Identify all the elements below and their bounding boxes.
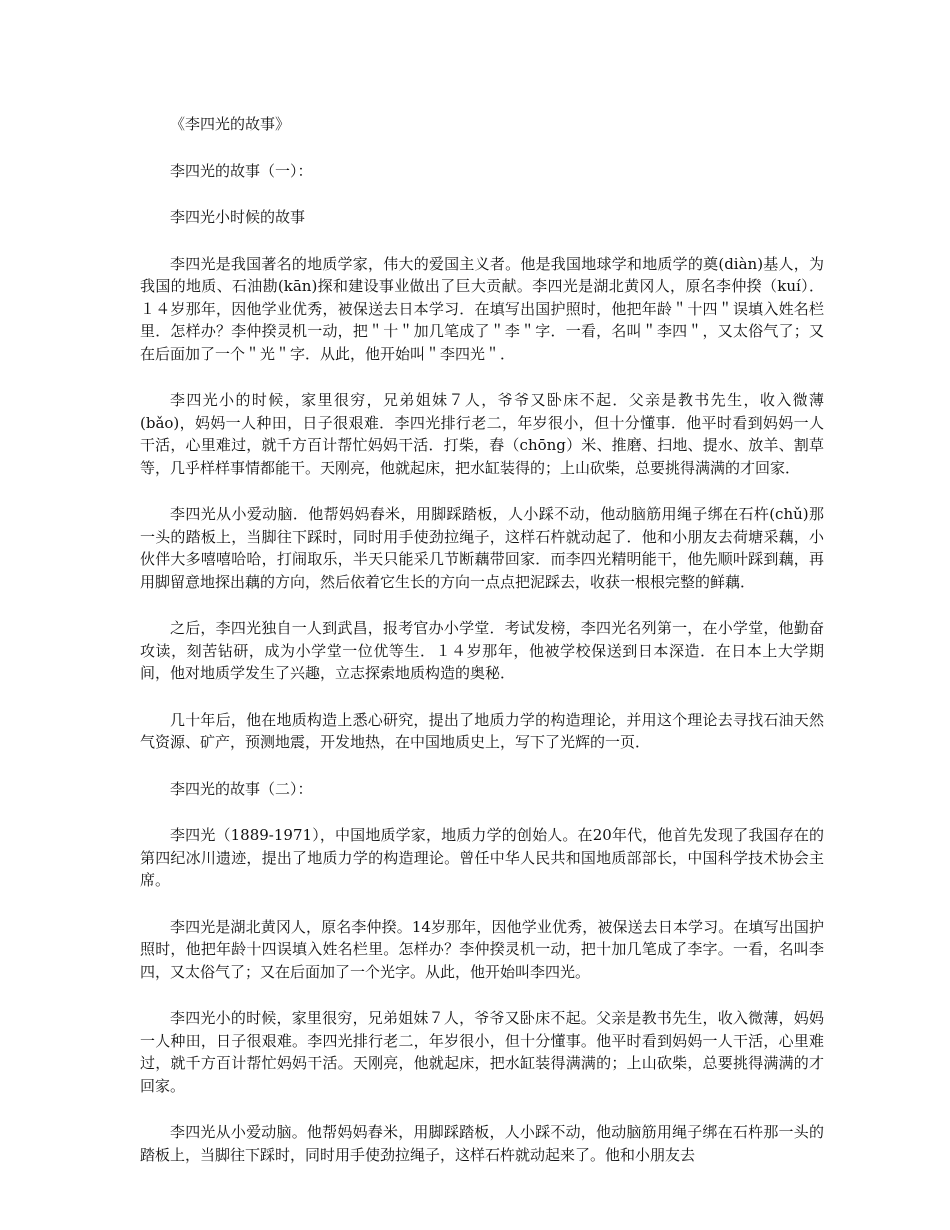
document-body (140, 113, 824, 1166)
section-1-paragraph-3: 李四光从小爱动脑．他帮妈妈舂米，用脚踩踏板，人小踩不动，他动脑筋用绳子绑在石杵(chǔ)那一头的踏板上，当脚往下踩时，同时用手使劲拉绳子，这样石杵就动起了．他和小朋友去荷塘采藕，小伙伴大多嘻嘻哈哈，打闹取乐，半天只能采几节断藕带回家．而李四光精明能干，他先顺叶踩到藕，再用脚留意地探出藕的方向，然后依着它生长的方向一点点把泥踩去，收获一根根完整的鲜藕． (140, 505, 824, 591)
document-title: 《李四光的故事》 (170, 115, 291, 133)
section-2-paragraph-3: 李四光小的时候，家里很穷，兄弟姐妹７人，爷爷又卧床不起。父亲是教书先生，收入微薄，妈妈一人种田，日子很艰难。李四光排行老二，年岁很小，但十分懂事。他平时看到妈妈一人干活，心里难过，就千方百计帮忙妈妈干活。天刚亮，他就起床，把水缸装得满满的；上山砍柴，总要挑得满满的才回家。 (140, 1009, 824, 1095)
section-1-subheading: 李四光小时候的故事 (170, 208, 306, 226)
section-1-paragraph-1: 李四光是我国著名的地质学家，伟大的爱国主义者。他是我国地球学和地质学的奠(diàn)基人，为我国的地质、石油勘(kān)探和建设事业做出了巨大贡献。李四光是湖北黄冈人，原名李仲揆（kuí）．１４岁那年，因他学业优秀，被保送去日本学习．在填写出国护照时，他把年龄＂十四＂误填入姓名栏里．怎样办？李仲揆灵机一动，把＂十＂加几笔成了＂李＂字．一看，名叫＂李四＂，又太俗气了；又在后面加了一个＂光＂字．从此，他开始叫＂李四光＂． (140, 254, 824, 363)
section-2-paragraph-4: 李四光从小爱动脑。他帮妈妈舂米，用脚踩踏板，人小踩不动，他动脑筋用绳子绑在石杵那一头的踏板上，当脚往下踩时，同时用手使劲拉绳子，这样石杵就动起来了。他和小朋友去 (140, 1123, 824, 1164)
section-1-paragraph-4: 之后，李四光独自一人到武昌，报考官办小学堂．考试发榜，李四光名列第一，在小学堂，他勤奋攻读，刻苦钻研，成为小学堂一位优等生．１４岁那年，他被学校保送到日本深造．在日本上大学期间，他对地质学发生了兴趣，立志探索地质构造的奥秘． (140, 619, 824, 682)
section-2-paragraph-1: 李四光（1889-1971），中国地质学家，地质力学的创始人。在20年代，他首先发现了我国存在的第四纪冰川遗迹，提出了地质力学的构造理论。曾任中华人民共和国地质部部长，中国科学技术协会主席。 (140, 826, 824, 889)
section-1-paragraph-2: 李四光小的时候，家里很穷，兄弟姐妹７人，爷爷又卧床不起．父亲是教书先生，收入微薄(bǎo)，妈妈一人种田，日子很艰难．李四光排行老二，年岁很小，但十分懂事．他平时看到妈妈一人干活，心里难过，就千方百计帮忙妈妈干活．打柴，舂（chōng）米、推磨、扫地、提水、放羊、割草等，几乎样样事情都能干。天刚亮，他就起床，把水缸装得的；上山砍柴，总要挑得满满的才回家． (140, 391, 824, 477)
section-1-paragraph-5: 几十年后，他在地质构造上悉心研究，提出了地质力学的构造理论，并用这个理论去寻找石油天然气资源、矿产，预测地震，开发地热，在中国地质史上，写下了光辉的一页． (140, 710, 824, 751)
section-2-paragraph-2: 李四光是湖北黄冈人，原名李仲揆。14岁那年，因他学业优秀，被保送去日本学习。在填写出国护照时，他把年龄十四误填入姓名栏里。怎样办？李仲揆灵机一动，把十加几笔成了李字。一看，名叫李四，又太俗气了；又在后面加了一个光字。从此，他开始叫李四光。 (140, 917, 824, 981)
section-1-heading: 李四光的故事（一）： (170, 161, 313, 180)
section-2-heading: 李四光的故事（二）： (170, 779, 313, 798)
